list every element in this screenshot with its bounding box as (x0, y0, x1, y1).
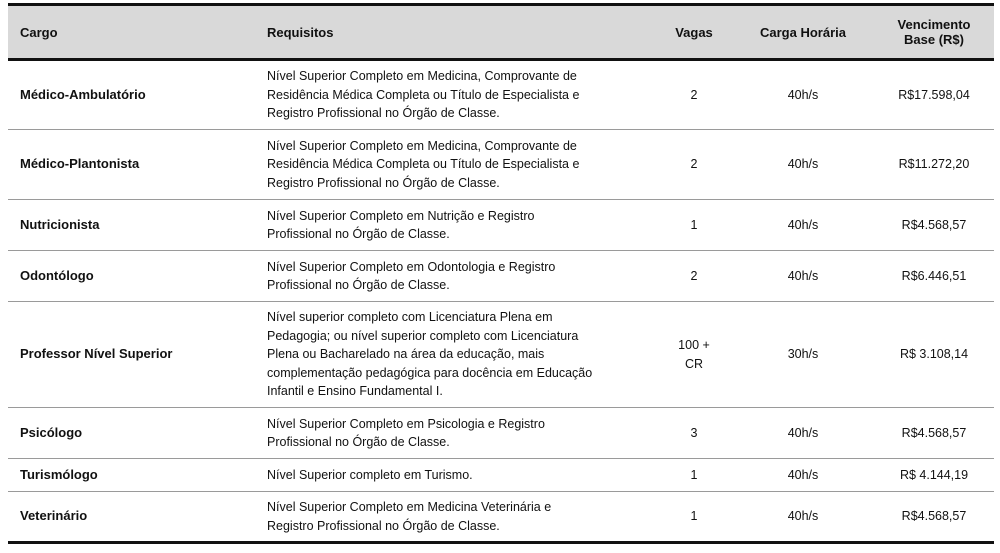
requisitos-line: Residência Médica Completa ou Título de Especialista e (267, 157, 580, 172)
requisitos-line: Nível Superior Completo em Nutrição e Registro (267, 208, 535, 223)
table-row (8, 408, 994, 459)
header-requisitos: Requisitos (267, 24, 334, 40)
cell-carga-horaria: 30h/s (732, 302, 874, 408)
cell-vencimento: R$4.568,57 (874, 408, 994, 459)
cell-vagas: 2 (656, 130, 732, 200)
requisitos-line: Registro Profissional no Órgão de Classe. (267, 106, 500, 121)
header-carga-horaria: Carga Horária (760, 24, 846, 40)
cell-requisitos (255, 408, 656, 459)
table-row (8, 251, 994, 302)
vacancies-table-container (8, 3, 994, 544)
cell-cargo: Psicólogo (8, 408, 255, 459)
cell-vencimento: R$11.272,20 (874, 130, 994, 200)
requisitos-line: Profissional no Órgão de Classe. (267, 227, 450, 241)
cell-vagas: 3 (656, 408, 732, 459)
cell-cargo: Veterinário (8, 492, 255, 543)
cell-vencimento: R$6.446,51 (874, 251, 994, 302)
requisitos-line: Registro Profissional no Órgão de Classe. (267, 175, 500, 190)
table-row (8, 492, 994, 543)
header-cargo: Cargo (20, 24, 58, 40)
header-vencimento-line1: Vencimento (897, 17, 971, 32)
requisitos-line: Nível Superior completo em Turismo. (267, 467, 473, 482)
cell-vagas: 100 + CR (656, 302, 732, 408)
cell-cargo: Médico-Plantonista (8, 130, 255, 200)
cell-carga-horaria: 40h/s (732, 60, 874, 130)
cell-vencimento: R$17.598,04 (874, 60, 994, 130)
requisitos-line: Pedagogia; ou nível superior completo com Licenciatura (267, 328, 579, 343)
cell-vagas: 1 (656, 492, 732, 543)
cell-carga-horaria: 40h/s (732, 492, 874, 543)
header-vencimento (874, 5, 994, 60)
cell-requisitos (255, 60, 656, 130)
cell-vencimento: R$4.568,57 (874, 492, 994, 543)
table-row (8, 200, 994, 251)
cell-requisitos (255, 459, 656, 492)
cell-carga-horaria: 40h/s (732, 200, 874, 251)
header-row (8, 5, 994, 60)
table-body (8, 60, 994, 543)
cell-vagas: 1 (656, 200, 732, 251)
cell-cargo: Turismólogo (8, 459, 255, 492)
cell-carga-horaria: 40h/s (732, 408, 874, 459)
cell-vagas: 1 (656, 459, 732, 492)
requisitos-line: Nível Superior Completo em Medicina, Comprovante de (267, 138, 577, 153)
requisitos-line: Nível superior completo com Licenciatura Plena em (267, 310, 553, 325)
header-vagas: Vagas (675, 24, 713, 40)
cell-vagas: 2 (656, 251, 732, 302)
table-row (8, 130, 994, 200)
cell-requisitos (255, 302, 656, 408)
cell-vencimento: R$ 3.108,14 (874, 302, 994, 408)
vacancies-table (8, 3, 994, 544)
table-row (8, 302, 994, 408)
requisitos-line: Registro Profissional no Órgão de Classe. (267, 518, 500, 533)
cell-cargo: Odontólogo (8, 251, 255, 302)
cell-requisitos (255, 492, 656, 543)
cell-carga-horaria: 40h/s (732, 130, 874, 200)
header-vencimento-line2: Base (R$) (904, 32, 964, 47)
requisitos-line: Profissional no Órgão de Classe. (267, 278, 450, 292)
requisitos-line: Nível Superior Completo em Odontologia e Registro (267, 259, 556, 274)
cell-vencimento: R$4.568,57 (874, 200, 994, 251)
requisitos-line: Profissional no Órgão de Classe. (267, 435, 450, 449)
cell-carga-horaria: 40h/s (732, 251, 874, 302)
requisitos-line: Plena ou Bacharelado na área da educação, mais (267, 347, 545, 362)
cell-carga-horaria: 40h/s (732, 459, 874, 492)
cell-vencimento: R$ 4.144,19 (874, 459, 994, 492)
requisitos-line: Infantil e Ensino Fundamental I. (267, 384, 443, 399)
cell-cargo: Médico-Ambulatório (8, 60, 255, 130)
table-header (8, 5, 994, 60)
cell-requisitos (255, 251, 656, 302)
cell-cargo: Professor Nível Superior (8, 302, 255, 408)
requisitos-line: Residência Médica Completa ou Título de Especialista e (267, 87, 580, 102)
table-row (8, 60, 994, 130)
cell-requisitos (255, 130, 656, 200)
requisitos-line: complementação pedagógica para docência em Educação (267, 365, 593, 380)
requisitos-line: Nível Superior Completo em Medicina Veterinária e (267, 500, 552, 514)
requisitos-line: Nível Superior Completo em Psicologia e Registro (267, 416, 545, 431)
cell-cargo: Nutricionista (8, 200, 255, 251)
table-row (8, 459, 994, 492)
cell-vagas: 2 (656, 60, 732, 130)
cell-requisitos (255, 200, 656, 251)
requisitos-line: Nível Superior Completo em Medicina, Comprovante de (267, 69, 577, 84)
